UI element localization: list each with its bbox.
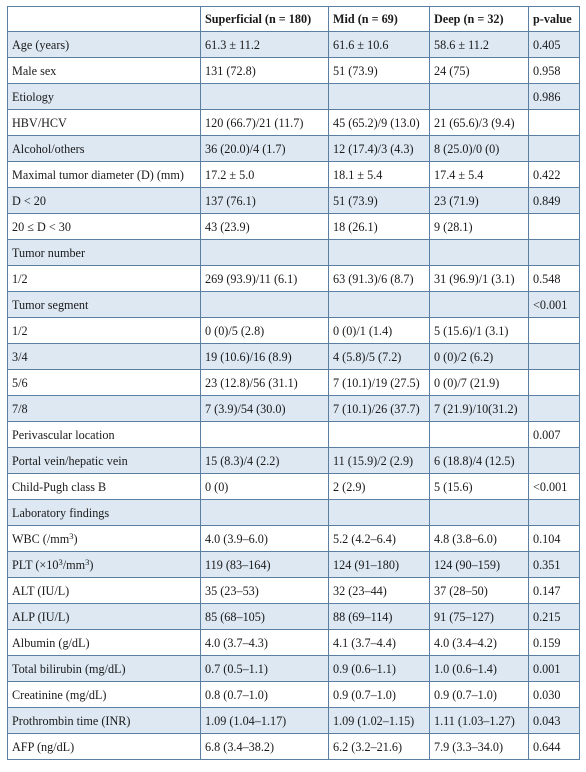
deep-cell: 7 (21.9)/10(31.2) (430, 396, 529, 422)
variable-cell: Creatinine (mg/dL) (8, 682, 201, 708)
table-row (8, 162, 580, 188)
variable-cell: 5/6 (8, 370, 201, 396)
mid-cell (329, 422, 430, 448)
table-row (8, 448, 580, 474)
variable-cell: PLT $(\times 10^3/mm^3)$ (8, 552, 201, 578)
mid-cell (329, 292, 430, 318)
variable-cell: 20 ≤ D < 30 (8, 214, 201, 240)
superficial-cell: 85 (68–105) (201, 604, 329, 630)
p-value-cell: 0.007 (529, 422, 580, 448)
superficial-cell: 36 (20.0)/4 (1.7) (201, 136, 329, 162)
p-value-cell (529, 500, 580, 526)
superficial-cell: 119 (83–164) (201, 552, 329, 578)
p-value-cell (529, 448, 580, 474)
p-value-cell (529, 318, 580, 344)
mid-cell: 0.9 (0.6–1.1) (329, 656, 430, 682)
table-row (8, 656, 580, 682)
variable-cell: ALT (IU/L) (8, 578, 201, 604)
superficial-cell (201, 292, 329, 318)
p-value-cell (529, 396, 580, 422)
table-row (8, 422, 580, 448)
header-cell-deep: Deep (n = 32) (430, 7, 529, 32)
deep-cell: 58.6 ± 11.2 (430, 32, 529, 58)
mid-cell: 4.1 (3.7–4.4) (329, 630, 430, 656)
variable-cell: WBC $(/mm^3)$ (8, 526, 201, 552)
deep-cell: 4.8 (3.8–6.0) (430, 526, 529, 552)
superficial-cell: 6.8 (3.4–38.2) (201, 734, 329, 760)
deep-cell: 124 (90–159) (430, 552, 529, 578)
table-row (8, 32, 580, 58)
table-row (8, 318, 580, 344)
superficial-cell: 4.0 (3.9–6.0) (201, 526, 329, 552)
table-row (8, 578, 580, 604)
p-value-cell: 0.215 (529, 604, 580, 630)
deep-cell: 0 (0)/7 (21.9) (430, 370, 529, 396)
superficial-cell: 35 (23–53) (201, 578, 329, 604)
table-row (8, 266, 580, 292)
variable-cell: D < 20 (8, 188, 201, 214)
variable-cell: 3/4 (8, 344, 201, 370)
p-value-cell: 0.548 (529, 266, 580, 292)
mid-cell: 11 (15.9)/2 (2.9) (329, 448, 430, 474)
variable-cell: Tumor segment (8, 292, 201, 318)
deep-cell: 9 (28.1) (430, 214, 529, 240)
deep-cell: 8 (25.0)/0 (0) (430, 136, 529, 162)
variable-cell: Perivascular location (8, 422, 201, 448)
header-row (8, 7, 580, 32)
mid-cell: 0.9 (0.7–1.0) (329, 682, 430, 708)
superficial-cell: 17.2 ± 5.0 (201, 162, 329, 188)
table-body (8, 32, 580, 760)
superficial-cell: 19 (10.6)/16 (8.9) (201, 344, 329, 370)
deep-cell: 1.0 (0.6–1.4) (430, 656, 529, 682)
superficial-cell: 137 (76.1) (201, 188, 329, 214)
table-row (8, 708, 580, 734)
table-row (8, 110, 580, 136)
superficial-cell: 120 (66.7)/21 (11.7) (201, 110, 329, 136)
deep-cell: 6 (18.8)/4 (12.5) (430, 448, 529, 474)
mid-cell: 61.6 ± 10.6 (329, 32, 430, 58)
deep-cell: 0 (0)/2 (6.2) (430, 344, 529, 370)
deep-cell: 37 (28–50) (430, 578, 529, 604)
p-value-cell: <0.001 (529, 292, 580, 318)
p-value-cell: <0.001 (529, 474, 580, 500)
mid-cell: 2 (2.9) (329, 474, 430, 500)
table-row (8, 58, 580, 84)
variable-cell: Portal vein/hepatic vein (8, 448, 201, 474)
superficial-cell: 43 (23.9) (201, 214, 329, 240)
superficial-cell: 4.0 (3.7–4.3) (201, 630, 329, 656)
superficial-cell: 1.09 (1.04–1.17) (201, 708, 329, 734)
mid-cell: 7 (10.1)/19 (27.5) (329, 370, 430, 396)
superficial-cell: 131 (72.8) (201, 58, 329, 84)
variable-cell: Alcohol/others (8, 136, 201, 162)
deep-cell: 5 (15.6)/1 (3.1) (430, 318, 529, 344)
deep-cell: 23 (71.9) (430, 188, 529, 214)
table-row (8, 552, 580, 578)
superficial-cell: 0 (0)/5 (2.8) (201, 318, 329, 344)
p-value-cell: 0.958 (529, 58, 580, 84)
characteristics-table (7, 6, 580, 760)
p-value-cell: 0.104 (529, 526, 580, 552)
variable-cell: Albumin (g/dL) (8, 630, 201, 656)
table-row (8, 214, 580, 240)
table-row (8, 136, 580, 162)
superficial-cell: 23 (12.8)/56 (31.1) (201, 370, 329, 396)
variable-cell: Child-Pugh class B (8, 474, 201, 500)
mid-cell: 88 (69–114) (329, 604, 430, 630)
mid-cell: 0 (0)/1 (1.4) (329, 318, 430, 344)
deep-cell: 4.0 (3.4–4.2) (430, 630, 529, 656)
table-row (8, 344, 580, 370)
header-cell-superficial: Superficial (n = 180) (201, 7, 329, 32)
mid-cell (329, 500, 430, 526)
deep-cell: 21 (65.6)/3 (9.4) (430, 110, 529, 136)
deep-cell (430, 84, 529, 110)
p-value-cell: 0.147 (529, 578, 580, 604)
table-row (8, 292, 580, 318)
p-value-cell: 0.351 (529, 552, 580, 578)
table-row (8, 396, 580, 422)
variable-cell: 7/8 (8, 396, 201, 422)
mid-cell: 4 (5.8)/5 (7.2) (329, 344, 430, 370)
mid-cell: 7 (10.1)/26 (37.7) (329, 396, 430, 422)
table-row (8, 84, 580, 110)
superficial-cell: 0 (0) (201, 474, 329, 500)
p-value-cell (529, 344, 580, 370)
table-row (8, 188, 580, 214)
deep-cell: 5 (15.6) (430, 474, 529, 500)
mid-cell: 18 (26.1) (329, 214, 430, 240)
deep-cell: 31 (96.9)/1 (3.1) (430, 266, 529, 292)
p-value-cell: 0.422 (529, 162, 580, 188)
p-value-cell: 0.043 (529, 708, 580, 734)
variable-cell: Total bilirubin (mg/dL) (8, 656, 201, 682)
table-row (8, 370, 580, 396)
table-row (8, 526, 580, 552)
table-row (8, 474, 580, 500)
table-row (8, 630, 580, 656)
table-row (8, 240, 580, 266)
p-value-cell (529, 110, 580, 136)
mid-cell: 5.2 (4.2–6.4) (329, 526, 430, 552)
mid-cell: 51 (73.9) (329, 188, 430, 214)
p-value-cell (529, 240, 580, 266)
superficial-cell (201, 84, 329, 110)
p-value-cell: 0.159 (529, 630, 580, 656)
p-value-cell: 0.001 (529, 656, 580, 682)
deep-cell (430, 292, 529, 318)
variable-cell: Etiology (8, 84, 201, 110)
header-cell-p-value: p-value (529, 7, 580, 32)
deep-cell: 24 (75) (430, 58, 529, 84)
variable-cell: Laboratory findings (8, 500, 201, 526)
deep-cell (430, 240, 529, 266)
table-row (8, 682, 580, 708)
deep-cell: 7.9 (3.3–34.0) (430, 734, 529, 760)
superficial-cell: 269 (93.9)/11 (6.1) (201, 266, 329, 292)
variable-cell: HBV/HCV (8, 110, 201, 136)
header-cell-mid: Mid (n = 69) (329, 7, 430, 32)
variable-cell: Tumor number (8, 240, 201, 266)
deep-cell: 1.11 (1.03–1.27) (430, 708, 529, 734)
table-row (8, 734, 580, 760)
variable-cell: AFP (ng/dL) (8, 734, 201, 760)
superficial-cell: 15 (8.3)/4 (2.2) (201, 448, 329, 474)
table-row (8, 500, 580, 526)
variable-cell: Age (years) (8, 32, 201, 58)
deep-cell: 0.9 (0.7–1.0) (430, 682, 529, 708)
p-value-cell: 0.986 (529, 84, 580, 110)
mid-cell: 51 (73.9) (329, 58, 430, 84)
variable-cell: 1/2 (8, 266, 201, 292)
mid-cell: 63 (91.3)/6 (8.7) (329, 266, 430, 292)
header-cell-variable (8, 7, 201, 32)
mid-cell: 6.2 (3.2–21.6) (329, 734, 430, 760)
mid-cell (329, 240, 430, 266)
mid-cell: 18.1 ± 5.4 (329, 162, 430, 188)
p-value-cell: 0.644 (529, 734, 580, 760)
mid-cell (329, 84, 430, 110)
deep-cell (430, 500, 529, 526)
superficial-cell (201, 500, 329, 526)
mid-cell: 124 (91–180) (329, 552, 430, 578)
mid-cell: 45 (65.2)/9 (13.0) (329, 110, 430, 136)
mid-cell: 1.09 (1.02–1.15) (329, 708, 430, 734)
superficial-cell: 61.3 ± 11.2 (201, 32, 329, 58)
p-value-cell (529, 370, 580, 396)
table-row (8, 604, 580, 630)
superficial-cell (201, 422, 329, 448)
mid-cell: 12 (17.4)/3 (4.3) (329, 136, 430, 162)
superficial-cell (201, 240, 329, 266)
variable-cell: ALP (IU/L) (8, 604, 201, 630)
variable-cell: Male sex (8, 58, 201, 84)
variable-cell: Maximal tumor diameter (D) (mm) (8, 162, 201, 188)
deep-cell (430, 422, 529, 448)
p-value-cell (529, 136, 580, 162)
variable-cell: Prothrombin time (INR) (8, 708, 201, 734)
p-value-cell: 0.030 (529, 682, 580, 708)
p-value-cell: 0.405 (529, 32, 580, 58)
variable-cell: 1/2 (8, 318, 201, 344)
superficial-cell: 0.8 (0.7–1.0) (201, 682, 329, 708)
mid-cell: 32 (23–44) (329, 578, 430, 604)
superficial-cell: 0.7 (0.5–1.1) (201, 656, 329, 682)
superficial-cell: 7 (3.9)/54 (30.0) (201, 396, 329, 422)
deep-cell: 91 (75–127) (430, 604, 529, 630)
deep-cell: 17.4 ± 5.4 (430, 162, 529, 188)
p-value-cell: 0.849 (529, 188, 580, 214)
p-value-cell (529, 214, 580, 240)
